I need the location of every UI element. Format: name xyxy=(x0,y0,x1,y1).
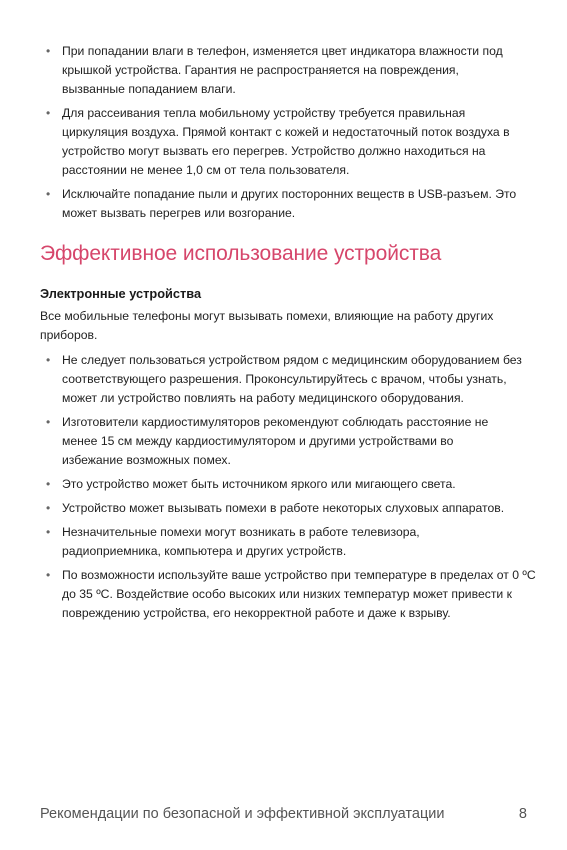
bullet-icon: • xyxy=(46,187,51,201)
list-item-text: Незначительные помехи могут возникать в работе телевизора, радиоприемника, компьютера и других устройств. xyxy=(62,525,420,558)
page-footer xyxy=(40,806,527,826)
list-item-text: Для рассеивания тепла мобильному устройству требуется правильная циркуляция воздуха. Прямой контакт с кожей и недостаточный поток воздуха в устройство могут вызвать его перегрев. Устройство должно находиться на расстоянии не менее 1,0 см от тела пользователя. xyxy=(62,106,510,177)
bullet-icon: • xyxy=(46,44,51,58)
list-item-text: Изготовители кардиостимуляторов рекомендуют соблюдать расстояние не менее 15 см между кардиостимулятором и другими устройствами во избежание возможных помех. xyxy=(62,415,489,467)
footer-title: Рекомендации по безопасной и эффективной эксплуатации xyxy=(40,806,445,822)
list-item xyxy=(40,499,540,518)
bullet-icon: • xyxy=(46,568,51,582)
section-title: Эффективное использование устройства xyxy=(40,242,442,265)
list-item xyxy=(40,413,512,470)
list-item xyxy=(40,566,540,623)
list-item xyxy=(40,185,534,223)
page-number: 8 xyxy=(518,806,527,822)
subsection-title: Электронные устройства xyxy=(40,286,202,301)
section-bullet-list xyxy=(40,351,536,623)
list-item xyxy=(40,104,524,180)
bullet-icon: • xyxy=(46,477,51,491)
list-item-text: По возможности используйте ваше устройство при температуре в пределах от 0 ºC до 35 ºC. Воздействие особо высоких или низких температур может привести к повреждению устройства, его некорректной работе и даже к взрыву. xyxy=(62,568,536,620)
bullet-icon: • xyxy=(46,525,51,539)
list-item xyxy=(40,351,540,408)
bullet-icon: • xyxy=(46,106,51,120)
intro-bullet-list xyxy=(40,42,530,223)
bullet-icon: • xyxy=(46,353,51,367)
list-item-text: Не следует пользоваться устройством рядом с медицинским оборудованием без соответствующего разрешения. Проконсультируйтесь с врачом, чтобы узнать, может ли устройство повлиять на работу медицинского оборудования. xyxy=(62,353,522,405)
list-item-text: Это устройство может быть источником яркого или мигающего света. xyxy=(62,477,456,491)
list-item xyxy=(40,42,517,99)
intro-paragraph: Все мобильные телефоны могут вызывать помехи, влияющие на работу других приборов. xyxy=(40,309,494,342)
list-item-text: Устройство может вызывать помехи в работе некоторых слуховых аппаратов. xyxy=(62,501,505,515)
page-content xyxy=(40,42,536,628)
bullet-icon: • xyxy=(46,501,51,515)
list-item-text: Исключайте попадание пыли и других посторонних веществ в USB-разъем. Это может вызвать перегрев или возгорание. xyxy=(62,187,517,220)
list-item xyxy=(40,475,540,494)
list-item-text: При попадании влаги в телефон, изменяется цвет индикатора влажности под крышкой устройства. Гарантия не распространяется на повреждения, вызванные попаданием влаги. xyxy=(62,44,503,96)
bullet-icon: • xyxy=(46,415,51,429)
list-item xyxy=(40,523,472,561)
